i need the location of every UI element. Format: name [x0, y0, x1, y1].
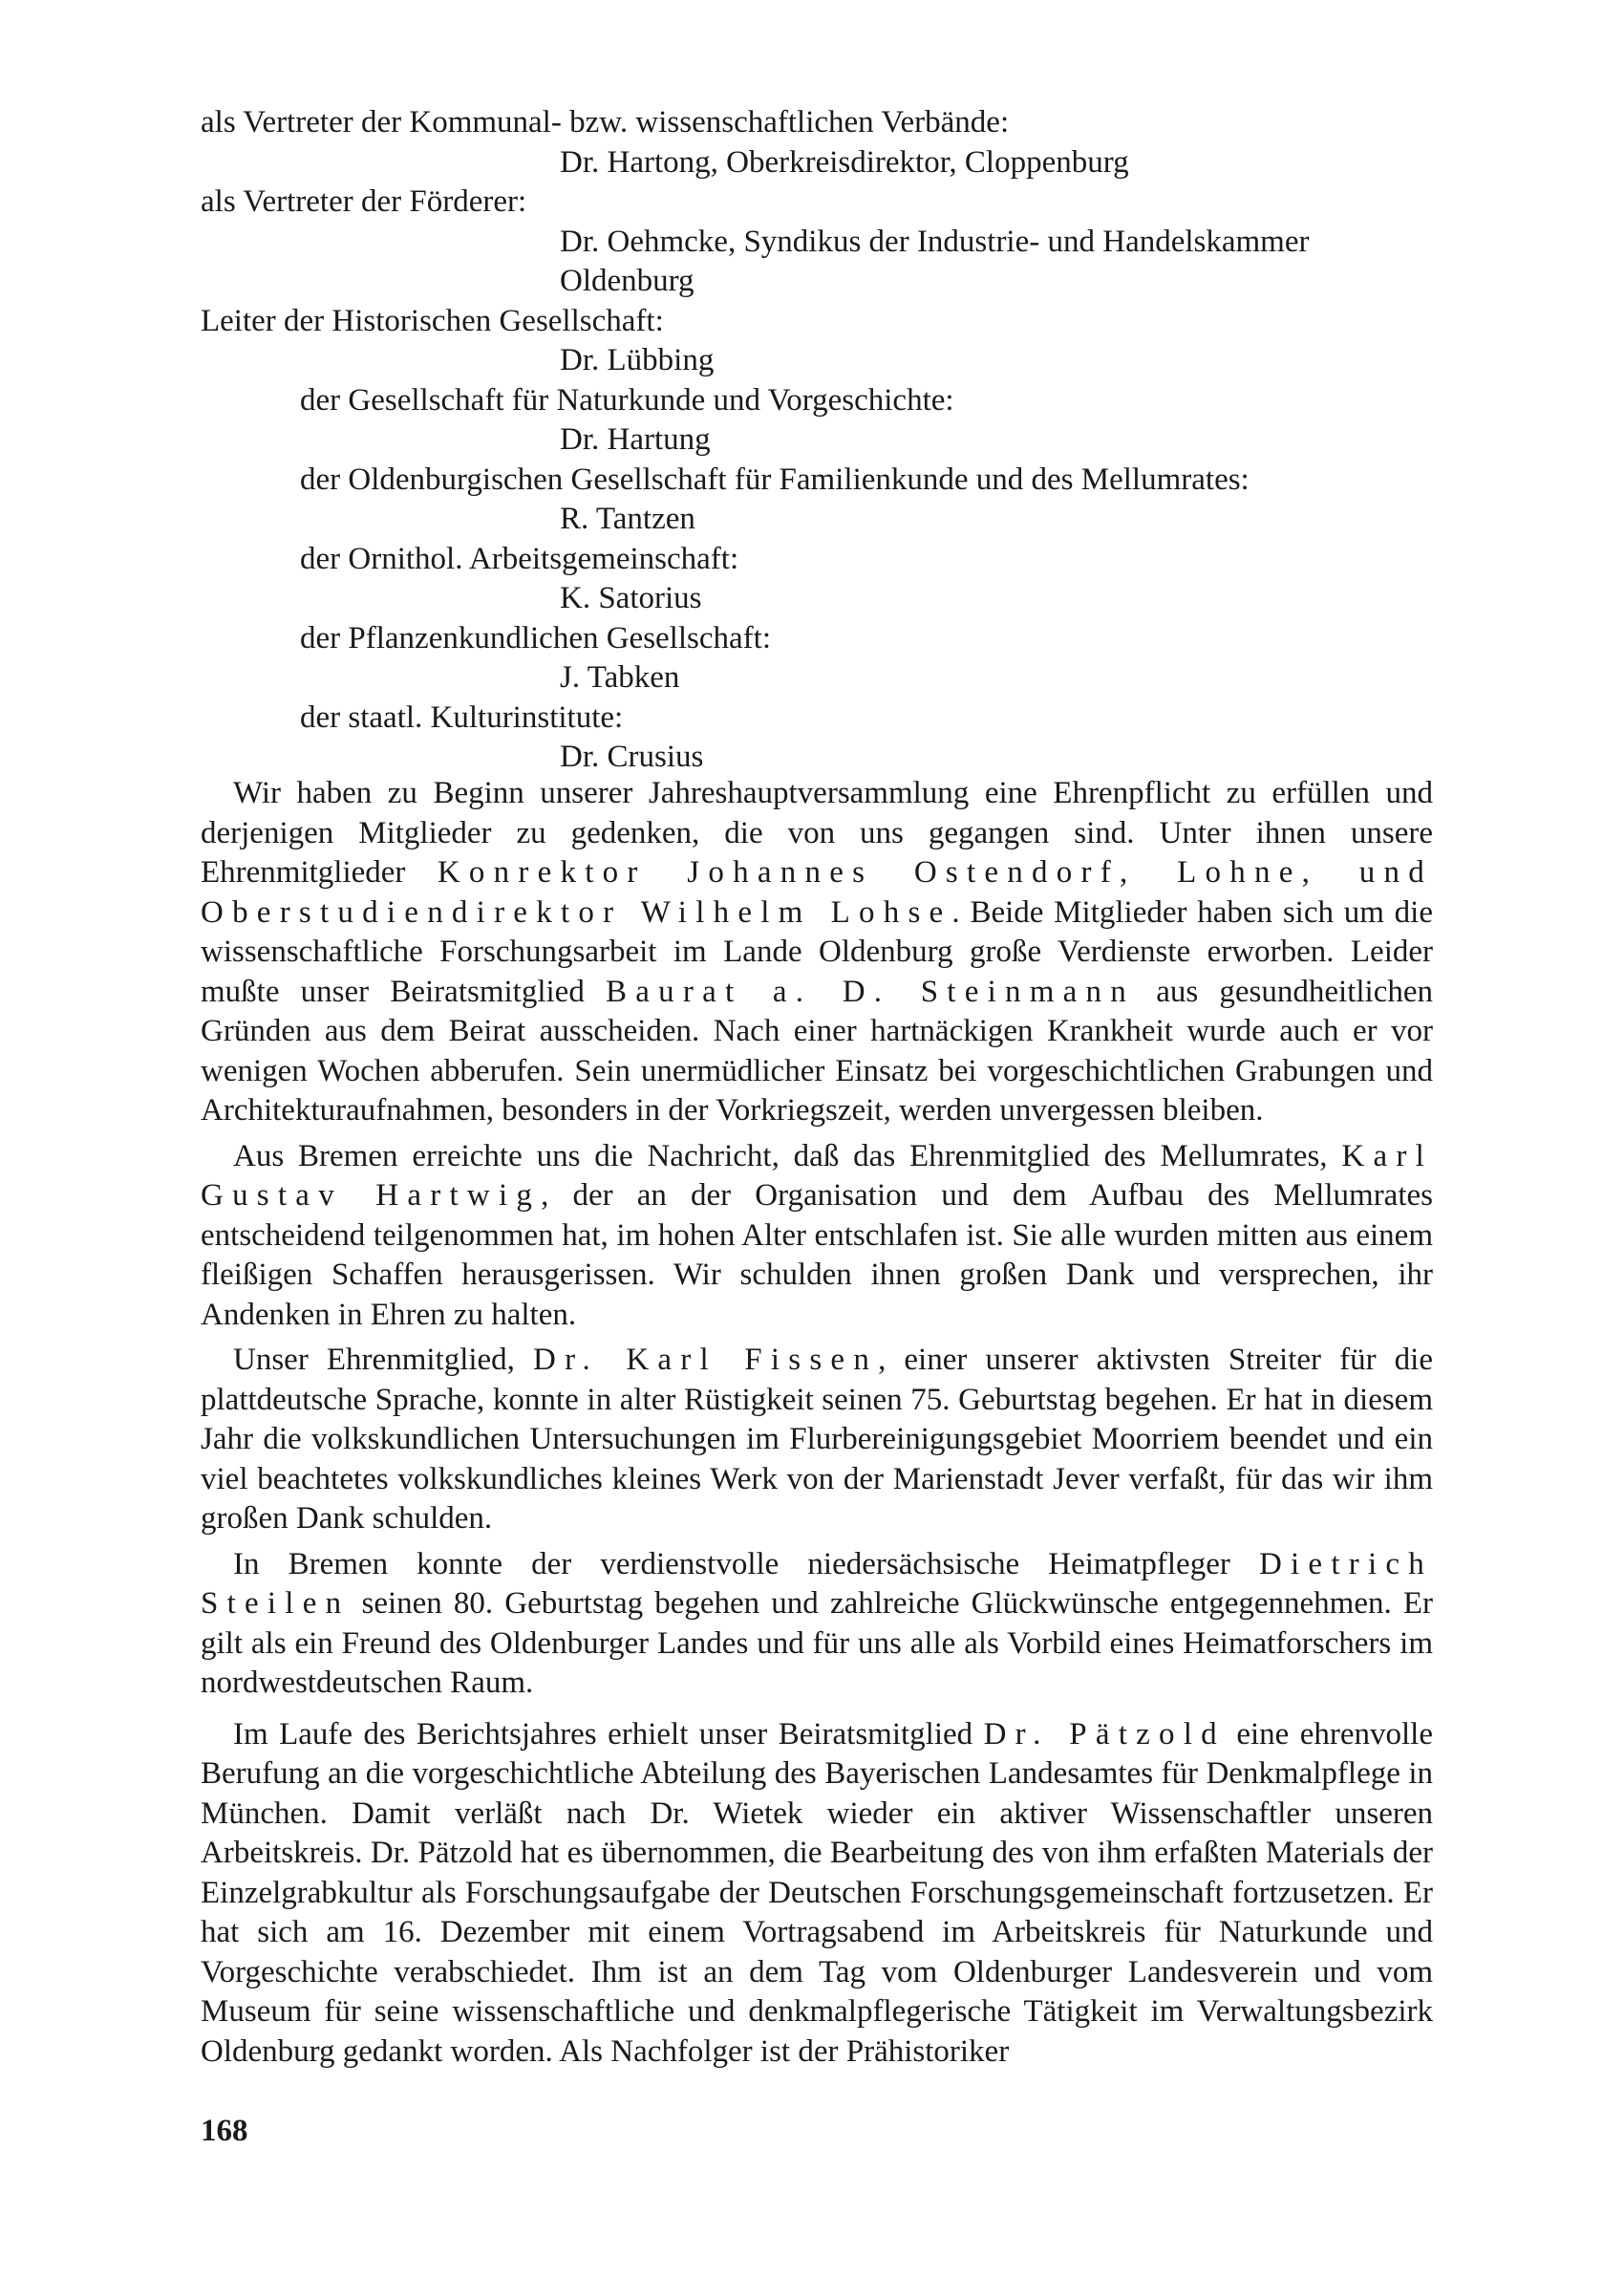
list-line: Dr. Hartung [560, 422, 711, 457]
list-line: als Vertreter der Kommunal- bzw. wissenschaftlichen Verbände: [201, 105, 1010, 140]
text-run: aus gesundheitlichen Gründen aus dem Beirat ausscheiden. Nach einer hartnäckigen Krankheit wurde auch er vor wenigen Wochen abberufen. Sein unermüdlicher Einsatz bei vorgeschichtlichen Grabungen und Architekturaufnahmen, besonders in der Vorkriegszeit, werden unvergessen bleiben. [201, 974, 1434, 1128]
spaced-name: Konrektor Johannes Ostendorf, Lohne, und Oberstudiendirektor Wilhelm Lohse [201, 855, 1433, 930]
list-line: J. Tabken [560, 660, 680, 695]
text-run: Wir haben zu Beginn unserer Jahreshauptversammlung eine Ehrenpflicht zu erfüllen und derjenigen Mitglieder zu gedenken, die von uns gegangen sind. Unter ihnen unsere Ehrenmitglieder [201, 776, 1433, 890]
list-line: Leiter der Historischen Gesellschaft: [201, 303, 664, 338]
text-run: seinen 80. Geburtstag begehen und zahlreiche Glückwünsche entgegennehmen. Er gilt als ein Freund des Oldenburger Landes und für uns alle als Vorbild eines Heimatforschers im nordwestdeutschen Raum. [201, 1586, 1433, 1700]
paragraph-paetzold [201, 1715, 1433, 2073]
list-line: R. Tantzen [560, 502, 695, 536]
paragraph-memorial [201, 774, 1433, 1131]
text-run: Unser Ehrenmitglied, [233, 1343, 534, 1377]
list-line: Dr. Hartong, Oberkreisdirektor, Cloppenburg [560, 144, 1129, 180]
list-line: Oldenburg [560, 264, 694, 298]
text-run: . Beide Mitglieder haben sich um die wissenschaftliche Forschungsarbeit im Lande Oldenburg große Verdienste erworben. Leider mußte unser Beiratsmitglied [201, 894, 1433, 1009]
board-members-list [201, 103, 1433, 778]
paragraph-steilen [201, 1545, 1433, 1704]
list-line: der Ornithol. Arbeitsgemeinschaft: [300, 541, 739, 576]
text-run: Aus Bremen erreichte uns die Nachricht, daß das Ehrenmitglied des Mellumrates, [233, 1138, 1342, 1173]
spaced-name: Dr. Pätzold [983, 1716, 1226, 1752]
list-line: der Oldenburgischen Gesellschaft für Familienkunde und des Mellumrates: [300, 462, 1250, 497]
paragraph-fissen [201, 1341, 1433, 1539]
list-line: der Gesellschaft für Naturkunde und Vorgeschichte: [300, 382, 954, 418]
list-line: Dr. Crusius [560, 740, 704, 774]
text-run: , der an der Organisation und dem Aufbau des Mellumrates entscheidend teilgenommen hat, im hohen Alter entschlafen ist. Sie alle wurden mitten aus einem fleißigen Schaffen herausgerissen. Wir schulden ihnen großen Dank und versprechen, ihr Andenken in Ehren zu halten. [201, 1178, 1433, 1332]
list-line: der staatl. Kulturinstitute: [300, 699, 624, 735]
text-run: eine ehrenvolle Berufung an die vorgeschichtliche Abteilung des Bayerischen Landesamtes für Denkmalpflege in München. Damit verläßt nach Dr. Wietek wieder ein aktiver Wissenschaftler unseren Arbeitskreis. Dr. Pätzold hat es übernommen, die Bearbeitung des von ihm erfaßten Materials der Einzelgrabkultur als Forschungsaufgabe der Deutschen Forschungsgemeinschaft fortzusetzen. Er hat sich am 16. Dezember mit einem Vortragsabend im Arbeitskreis für Naturkunde und Vorgeschichte verabschiedet. Ihm ist an dem Tag vom Oldenburger Landesverein und vom Museum für seine wissenschaftliche und denkmalpflegerische Tätigkeit im Verwaltungsbezirk Oldenburg gedankt worden. Als Nachfolger ist der Prähistoriker [201, 1716, 1433, 2069]
list-line: als Vertreter der Förderer: [201, 184, 527, 219]
paragraph-bremen-news [201, 1137, 1433, 1336]
text-run: , einer unserer aktivsten Streiter für die plattdeutsche Sprache, konnte in alter Rüstigkeit seinen 75. Geburtstag begehen. Er hat in diesem Jahr die volkskundlichen Untersuchungen im Flurbereinigungsgebiet Moorriem beendet und ein viel beachtetes volkskundliches kleines Werk von der Marienstadt Jever verfaßt, für das wir ihm großen Dank schulden. [201, 1343, 1433, 1536]
spaced-name: Baurat a. D. Steinmann [606, 974, 1136, 1009]
text-run: In Bremen konnte der verdienstvolle niedersächsische Heimatpfleger [233, 1546, 1259, 1581]
spaced-name: Dr. Karl Fissen [533, 1343, 879, 1377]
list-line: der Pflanzenkundlichen Gesellschaft: [300, 620, 771, 656]
list-line: K. Satorius [560, 581, 702, 615]
list-line: Dr. Lübbing [560, 343, 715, 377]
spaced-name: Karl Gustav Hartwig [201, 1138, 1433, 1213]
body-text [201, 774, 1433, 2077]
text-run: Im Laufe des Berichtsjahres erhielt unser Beiratsmitglied [233, 1716, 984, 1752]
page-number: 168 [201, 2114, 248, 2148]
list-line: Dr. Oehmcke, Syndikus der Industrie- und Handelskammer [560, 224, 1310, 259]
spaced-name: Dietrich Steilen [201, 1546, 1433, 1621]
